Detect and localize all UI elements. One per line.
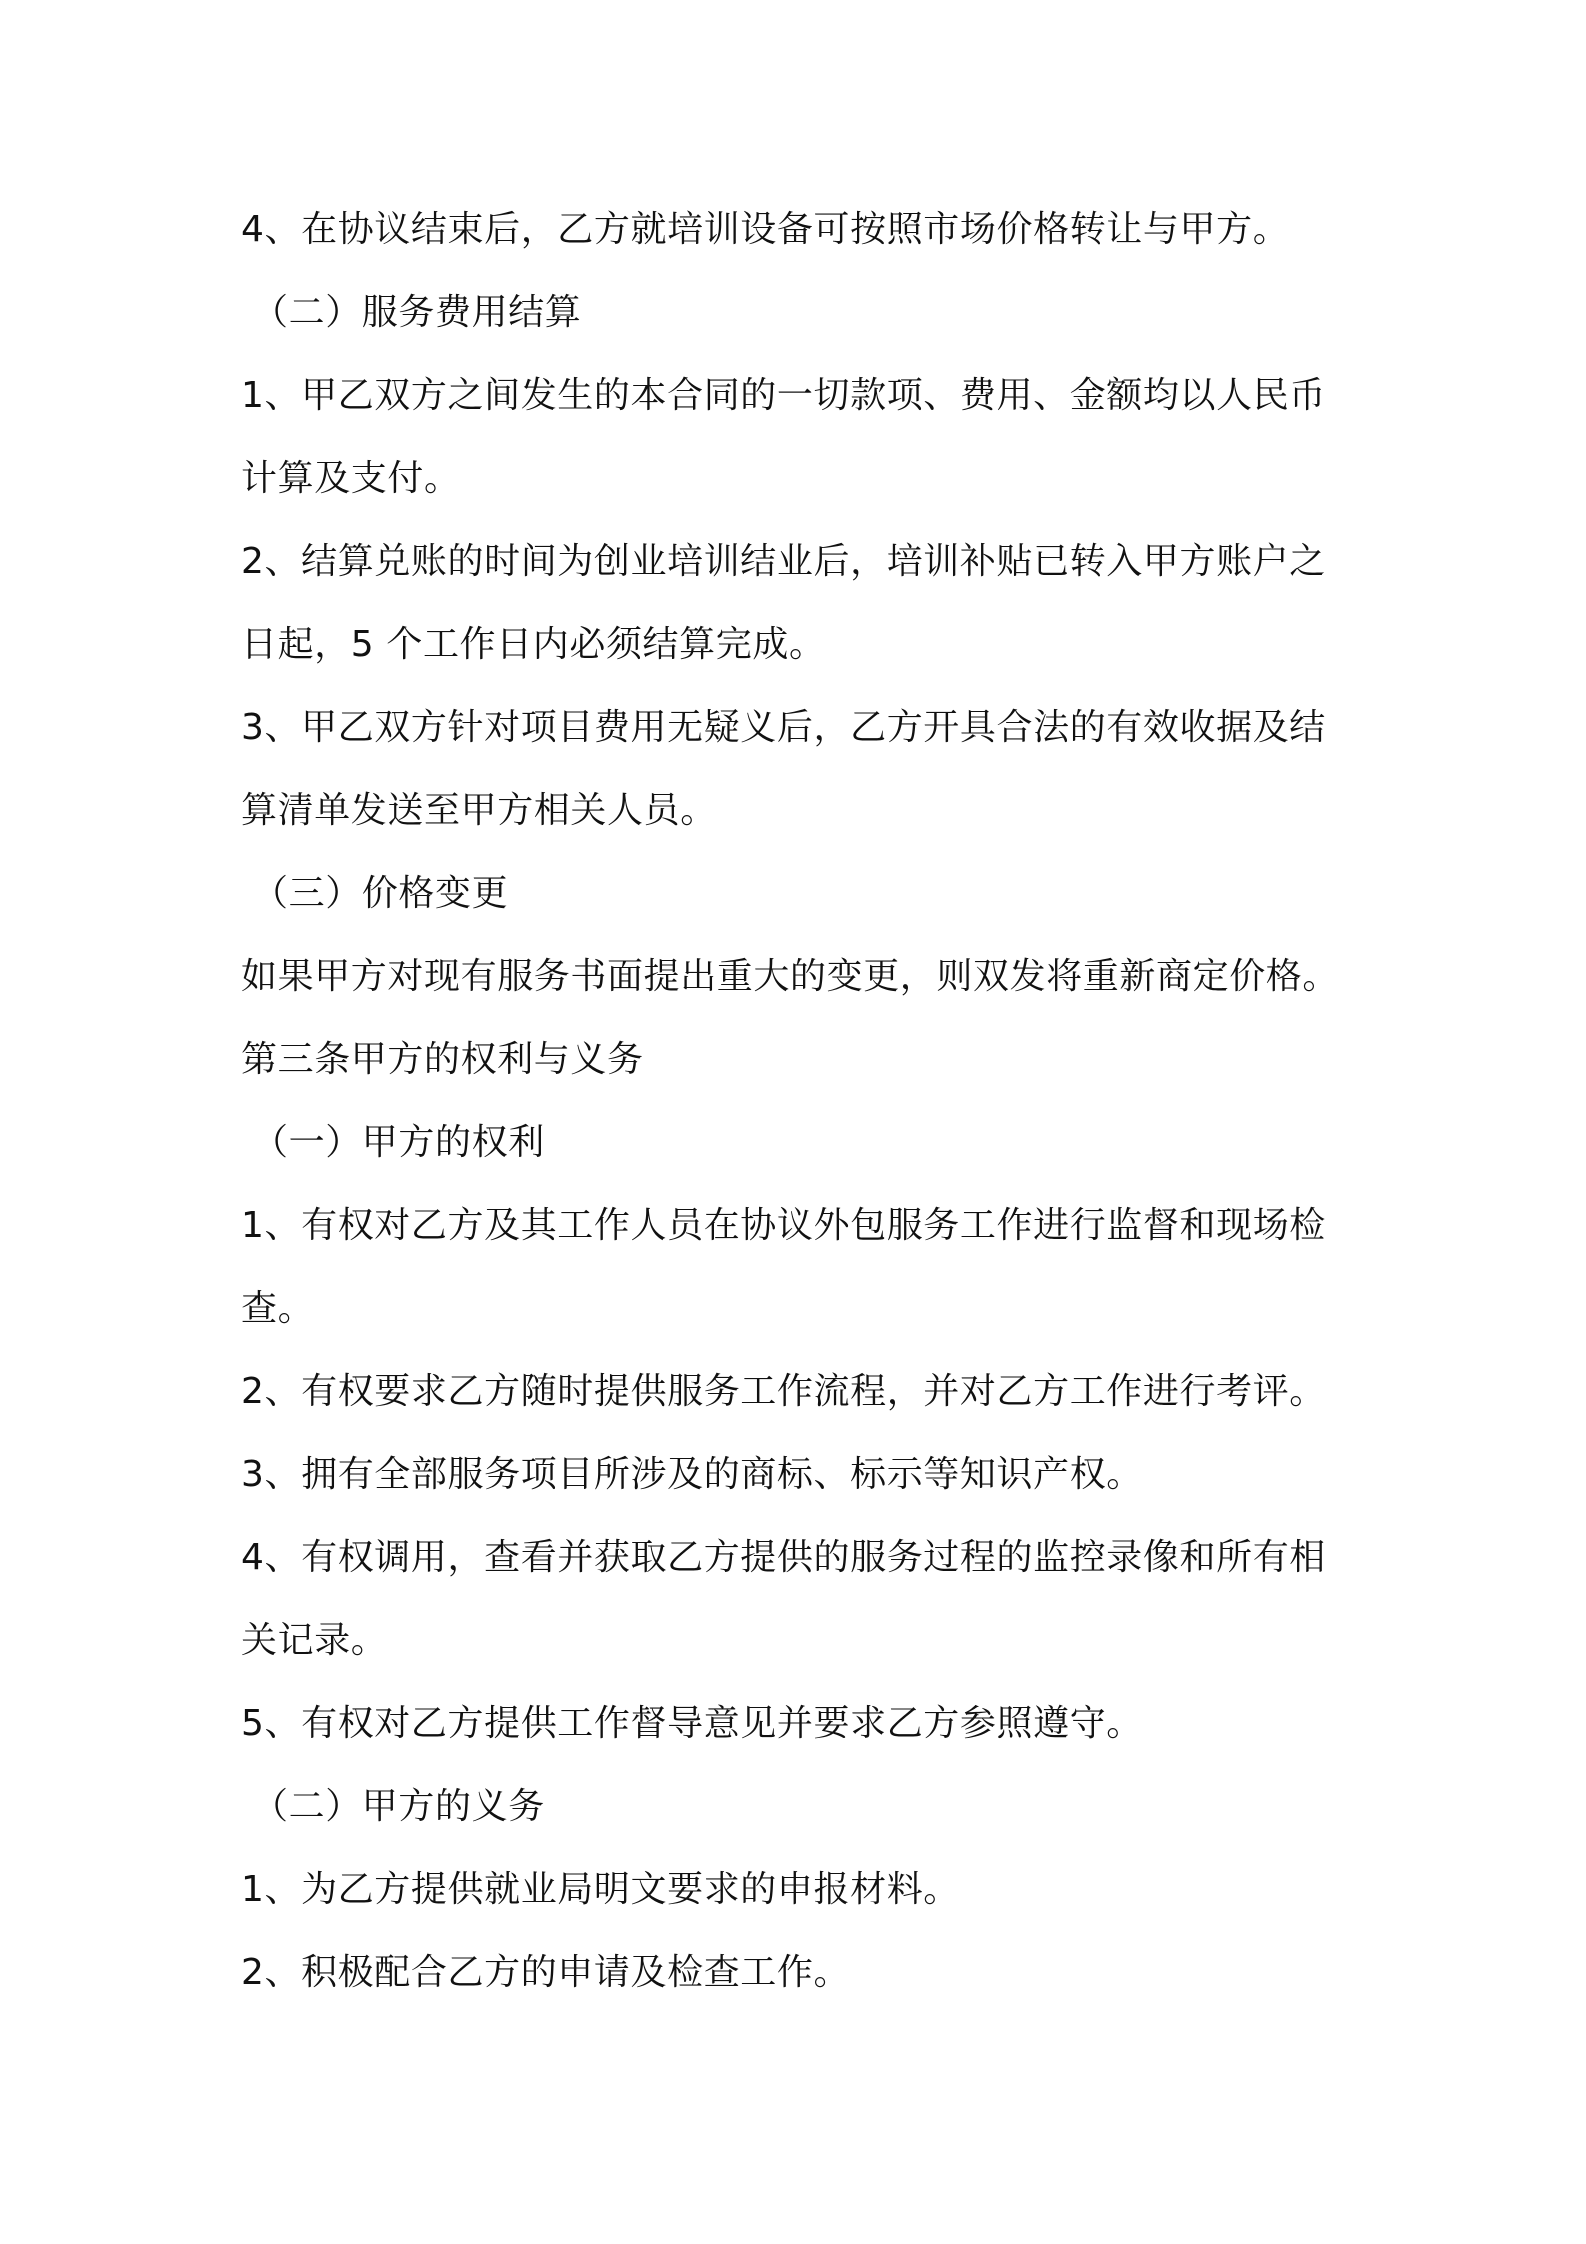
text-line: 3、甲乙双方针对项目费用无疑义后，乙方开具合法的有效收据及结 (241, 707, 1326, 748)
section-heading: （一）甲方的权利 (252, 1122, 545, 1163)
article-heading: 第三条甲方的权利与义务 (241, 1039, 644, 1080)
text-line: 2、有权要求乙方随时提供服务工作流程，并对乙方工作进行考评。 (241, 1371, 1326, 1412)
text-line: 2、积极配合乙方的申请及检查工作。 (241, 1952, 851, 1993)
text-line: 3、拥有全部服务项目所涉及的商标、标示等知识产权。 (241, 1454, 1143, 1495)
text-line: 关记录。 (241, 1620, 388, 1661)
text-line: 4、有权调用，查看并获取乙方提供的服务过程的监控录像和所有相 (241, 1537, 1326, 1578)
section-heading: （二）甲方的义务 (252, 1786, 545, 1827)
text-line: 5、有权对乙方提供工作督导意见并要求乙方参照遵守。 (241, 1703, 1143, 1744)
text-line: 算清单发送至甲方相关人员。 (241, 790, 717, 831)
text-line: 1、甲乙双方之间发生的本合同的一切款项、费用、金额均以人民币 (241, 375, 1326, 416)
text-line: 2、结算兑账的时间为创业培训结业后，培训补贴已转入甲方账户之 (241, 541, 1326, 582)
text-line: 日起，5 个工作日内必须结算完成。 (241, 624, 826, 665)
text-line: 计算及支付。 (241, 458, 461, 499)
text-line: 如果甲方对现有服务书面提出重大的变更，则双发将重新商定价格。 (241, 956, 1340, 997)
text-line: 4、在协议结束后，乙方就培训设备可按照市场价格转让与甲方。 (241, 209, 1290, 250)
text-line: 查。 (241, 1288, 315, 1329)
text-line: 1、为乙方提供就业局明文要求的申报材料。 (241, 1869, 960, 1910)
section-heading: （二）服务费用结算 (252, 292, 582, 333)
section-heading: （三）价格变更 (252, 873, 509, 914)
text-line: 1、有权对乙方及其工作人员在协议外包服务工作进行监督和现场检 (241, 1205, 1326, 1246)
